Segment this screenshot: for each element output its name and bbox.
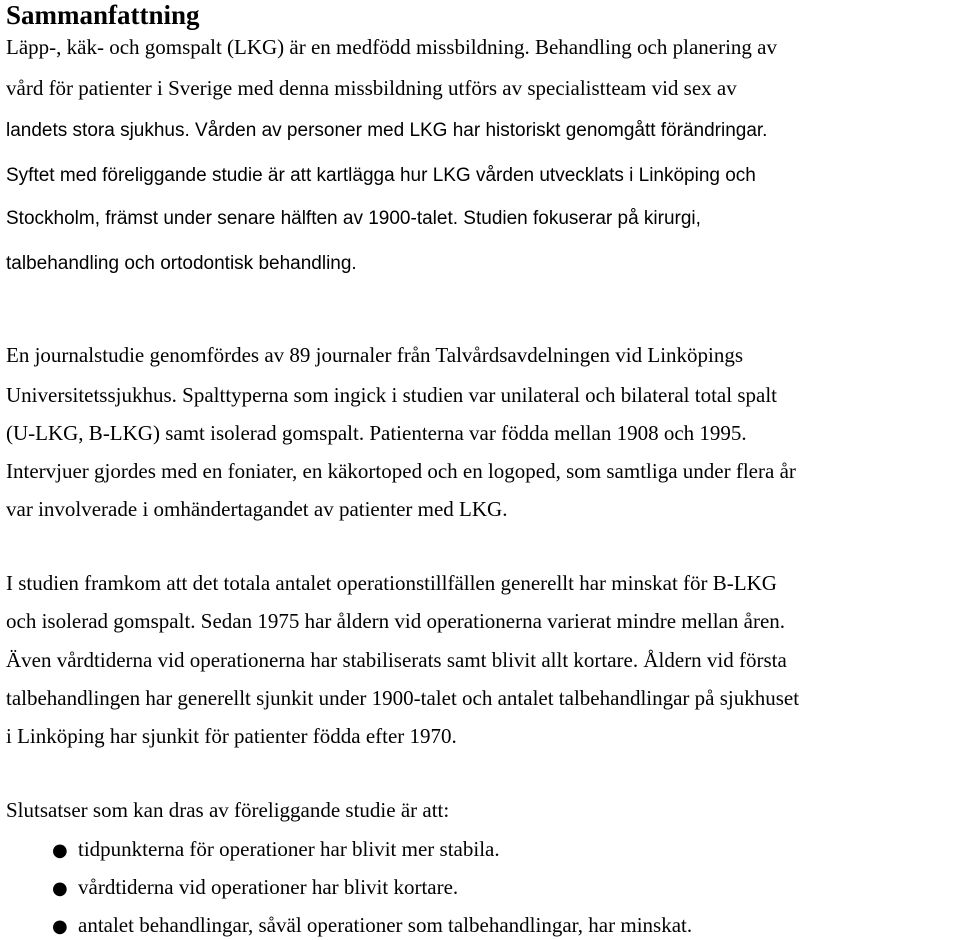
bullet-icon: ● (52, 916, 68, 937)
list-item-text: vårdtiderna vid operationer har blivit kortare. (78, 875, 459, 899)
text-line: var involverade i omhändertagandet av patienter med LKG. (6, 497, 508, 521)
list-item (52, 912, 692, 940)
text-line: Stockholm, främst under senare hälften av 1900-talet. Studien fokuserar på kirurgi, (6, 208, 701, 229)
text-line: talbehandling och ortodontisk behandling. (6, 253, 357, 274)
text-line: landets stora sjukhus. Vården av personer med LKG har historiskt genomgått förändringar. (6, 120, 768, 141)
bullet-icon: ● (52, 878, 68, 899)
text-line: (U-LKG, B-LKG) samt isolerad gomspalt. Patienterna var födda mellan 1908 och 1995. (6, 421, 747, 445)
list-item-text: tidpunkterna för operationer har blivit mer stabila. (78, 837, 500, 861)
page-title: Sammanfattning (6, 0, 200, 30)
text-line: Även vårdtiderna vid operationerna har stabiliserats samt blivit allt kortare. Åldern vid första (6, 648, 787, 672)
text-line: I studien framkom att det totala antalet operationstillfällen generellt har minskat för B-LKG (6, 571, 777, 595)
text-line: Läpp-, käk- och gomspalt (LKG) är en medfödd missbildning. Behandling och planering av (6, 35, 777, 59)
list-item-text: antalet behandlingar, såväl operationer som talbehandlingar, har minskat. (78, 913, 693, 937)
text-line: vård för patienter i Sverige med denna missbildning utförs av specialistteam vid sex av (6, 76, 737, 100)
text-line: Universitetssjukhus. Spalttyperna som ingick i studien var unilateral och bilateral total spalt (6, 383, 778, 407)
bullet-icon: ● (52, 840, 68, 861)
text-line: En journalstudie genomfördes av 89 journaler från Talvårdsavdelningen vid Linköpings (6, 343, 744, 367)
list-item (52, 836, 500, 864)
text-line: talbehandlingen har generellt sjunkit under 1900-talet och antalet talbehandlingar på sjukhuset (6, 686, 800, 710)
text-line: Syftet med föreliggande studie är att kartlägga hur LKG vården utvecklats i Linköping och (6, 165, 756, 186)
text-line: Slutsatser som kan dras av föreliggande studie är att: (6, 798, 450, 822)
text-line: och isolerad gomspalt. Sedan 1975 har åldern vid operationerna varierat mindre mellan åren. (6, 609, 786, 633)
text-line: i Linköping har sjunkit för patienter födda efter 1970. (6, 724, 457, 748)
list-item (52, 874, 458, 902)
text-line: Intervjuer gjordes med en foniater, en käkortoped och en logoped, som samtliga under flera år (6, 459, 796, 483)
